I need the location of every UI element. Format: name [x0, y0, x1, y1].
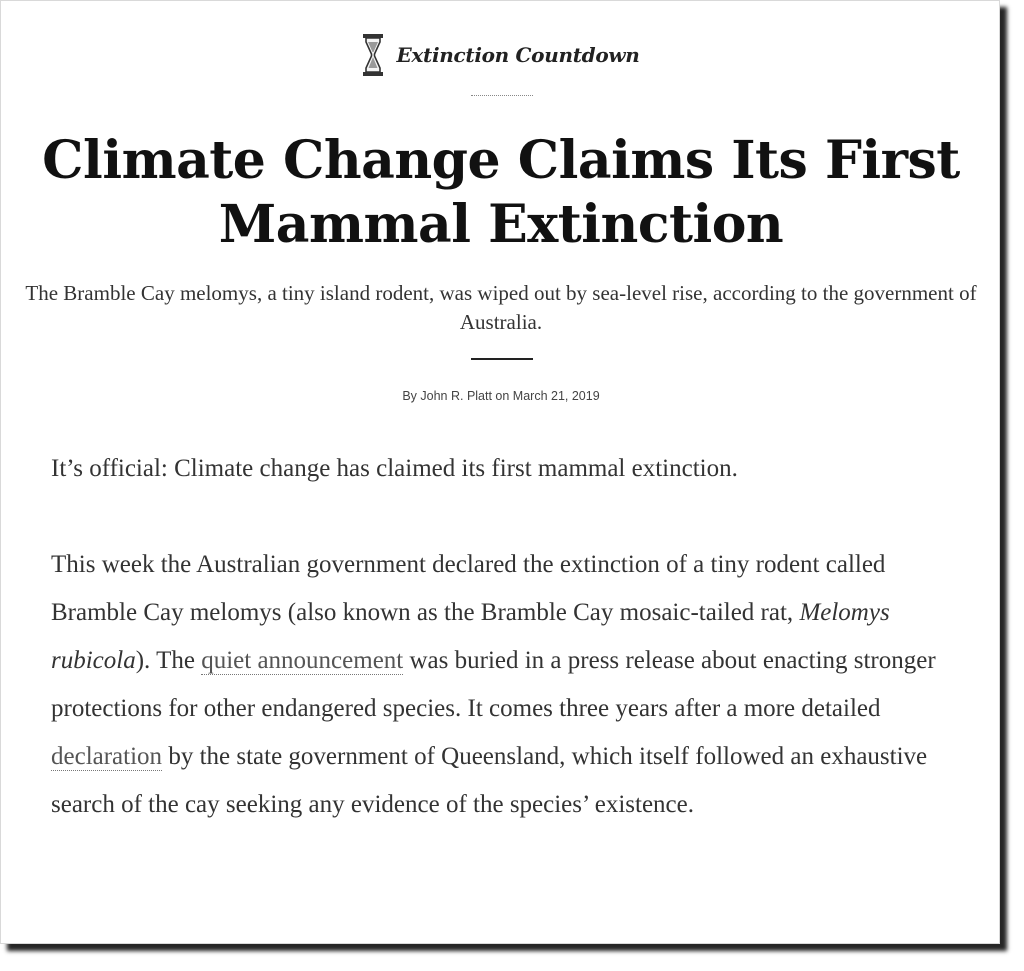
dotted-divider	[471, 95, 533, 96]
article-body	[51, 445, 971, 829]
declaration-link[interactable]: declaration	[51, 743, 163, 770]
quiet-announcement-link[interactable]: quiet announcement	[201, 647, 404, 674]
hourglass-icon	[362, 33, 384, 77]
article-headline: Climate Change Claims Its First Mammal Extinction	[42, 130, 960, 255]
solid-divider	[471, 358, 533, 360]
paragraph-text: ). The	[135, 647, 202, 674]
paragraph-text: This week the Australian government declared the extinction of a tiny rodent called Bramble Cay melomys (also known as the Bramble Cay mosaic-tailed rat,	[51, 551, 886, 626]
species-name: Melomys rubicola	[51, 599, 890, 674]
paragraph-1: It’s official: Climate change has claimed its first mammal extinction.	[51, 455, 738, 482]
article-dek: The Bramble Cay melomys, a tiny island rodent, was wiped out by sea-level rise, according to the government of Australia.	[25, 281, 977, 334]
paragraph-text: by the state government of Queensland, which itself followed an exhaustive search of the cay seeking any evidence of the species’ existence.	[51, 743, 928, 818]
series-name[interactable]: Extinction Countdown	[396, 43, 640, 67]
paragraph-text: was buried in a press release about enacting stronger protections for other endangered species. It comes three years after a more detailed	[51, 647, 936, 722]
paragraph-2	[51, 541, 971, 829]
series-header[interactable]	[1, 33, 1000, 77]
byline: By John R. Platt on March 21, 2019	[402, 389, 600, 403]
